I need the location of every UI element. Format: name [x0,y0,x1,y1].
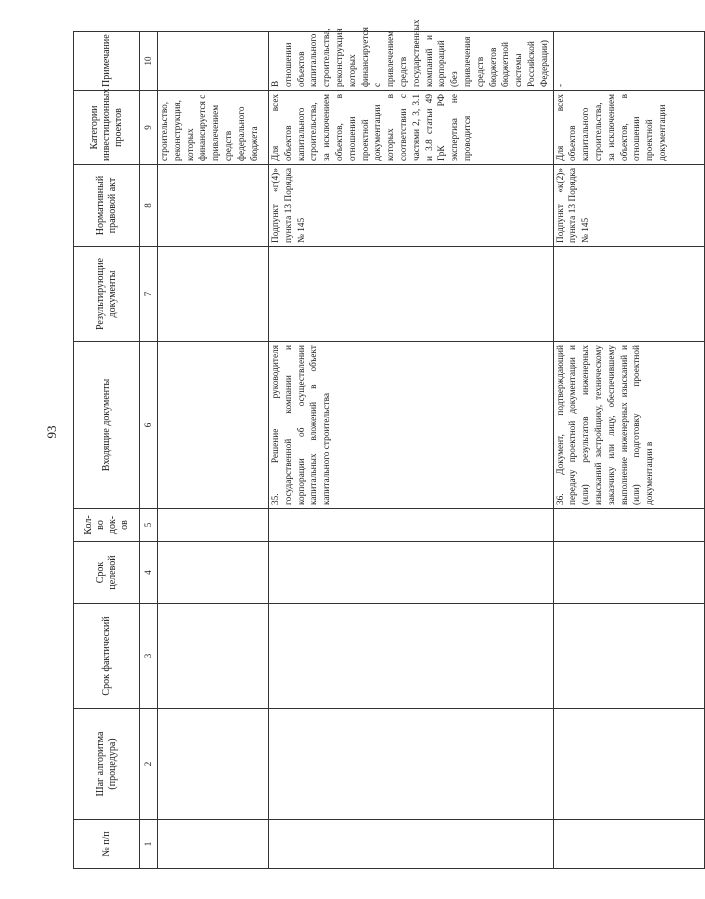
column-number: 6 [140,342,158,509]
note-cell: В отношении объектов капитального строительства, реконструкция которых финансируется с привлечением средств государственных компаний и корпораций (без привлечения средств бюджетов бюджетной системы Российской Федерации) [269,32,554,91]
project-category-cell: строительство, реконструкция, которых финансируется с привлечением средств федерального бюджета [158,91,269,165]
table-cell [553,247,704,342]
column-number: 1 [140,820,158,869]
table-cell [158,542,269,604]
table-row [158,32,269,869]
header-cell: Категории инвестиционных проектов [74,91,140,165]
note-cell: - [553,32,704,91]
note-cell [158,32,269,91]
table-cell [269,247,554,342]
column-number: 5 [140,509,158,542]
header-cell: Результирующие документы [74,247,140,342]
column-number: 3 [140,604,158,709]
column-number: 9 [140,91,158,165]
table-cell [158,709,269,820]
normative-act-cell: Подпункт «к(2)» пункта 13 Порядка № 145 [553,165,704,247]
table-cell [553,604,704,709]
table-cell [269,709,554,820]
header-row [74,32,140,869]
column-number-row [140,32,158,869]
header-cell: Срок целевой [74,542,140,604]
column-number: 10 [140,32,158,91]
table-cell [553,542,704,604]
page-number: 93 [44,425,59,439]
column-number: 4 [140,542,158,604]
table-row [553,32,704,869]
project-category-cell: Для всех объектов капитального строительства, за исключением объектов, в отношении проектной документации [553,91,704,165]
header-cell: № п/п [74,820,140,869]
header-cell: Шаг алгоритма (процедура) [74,709,140,820]
column-number: 8 [140,165,158,247]
table-cell [158,820,269,869]
table-cell [553,709,704,820]
incoming-document-cell: 35. Решение руководителя государственной компании и корпорации об осуществлении капитальных вложений в объект капитального строительства [269,342,554,509]
rotated-table-container [73,19,668,869]
header-cell: Кол-во док-ов [74,509,140,542]
table-row [269,32,554,869]
header-cell: Входящие документы [74,342,140,509]
table-cell [553,820,704,869]
table-cell [553,509,704,542]
header-cell: Срок фактический [74,604,140,709]
procedure-table [73,19,705,869]
header-cell: Примечание [74,32,140,91]
table-cell [269,542,554,604]
header-cell: Нормативный правовой акт [74,165,140,247]
table-cell [158,509,269,542]
column-number: 2 [140,709,158,820]
table-cell [158,247,269,342]
table-cell [158,604,269,709]
normative-act-cell: Подпункт «г(4)» пункта 13 Порядка № 145 [269,165,554,247]
table-cell [269,820,554,869]
incoming-document-cell [158,342,269,509]
table-cell [269,509,554,542]
column-number: 7 [140,247,158,342]
incoming-document-cell: 36. Документ, подтверждающий передачу проектной документации и (или) результатов инженерных изысканий застройщику, техническому заказчику или лицу, обеспечившему выполнение инженерных изысканий и (или) подготовку проектной документации в [553,342,704,509]
table-cell [269,604,554,709]
project-category-cell: Для всех объектов капитального строительства, за исключением объектов, в отношении проектной документации которых в соответствии с частями 2, 3, 3.1 и 3.8 статьи 49 ГрК РФ экспертиза не проводится [269,91,554,165]
normative-act-cell [158,165,269,247]
